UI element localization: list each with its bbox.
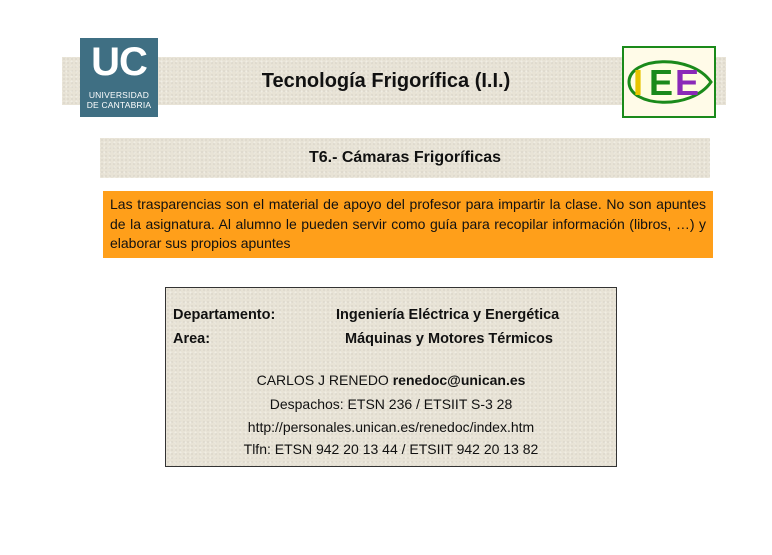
slide-subtitle: T6.- Cámaras Frigoríficas bbox=[308, 149, 502, 166]
uc-logo bbox=[80, 38, 158, 117]
uc-logo-line1: UNIVERSIDAD bbox=[88, 90, 150, 100]
notice-box bbox=[103, 191, 713, 258]
iee-logo bbox=[621, 45, 717, 119]
departamento-value: Ingeniería Eléctrica y Energética bbox=[336, 307, 560, 323]
author-name: CARLOS J RENEDO bbox=[256, 372, 393, 388]
iee-logo-graphic bbox=[621, 45, 717, 119]
iee-logo-letter-e2: E bbox=[675, 62, 700, 103]
iee-logo-letter-e1: E bbox=[649, 62, 674, 103]
uc-logo-initials: UC bbox=[91, 40, 147, 84]
author-email: renedoc@unican.es bbox=[392, 372, 526, 388]
telefono-line: Tlfn: ETSN 942 20 13 44 / ETSIIT 942 20 13 82 bbox=[243, 441, 539, 457]
notice-text: Las trasparencias son el material de apoyo del profesor para impartir la clase. No son apuntes de la asignatura. Al alumno le pueden servir como guía para recopilar información (libros, …) y elaborar sus propios apuntes bbox=[110, 196, 706, 251]
iee-logo-letter-i: I bbox=[633, 62, 644, 103]
info-box bbox=[165, 287, 617, 467]
page-title: Tecnología Frigorífica (I.I.) bbox=[261, 70, 511, 92]
url-line: http://personales.unican.es/renedoc/index.htm bbox=[247, 419, 535, 435]
uc-logo-line2: DE CANTABRIA bbox=[86, 100, 152, 110]
area-label: Area: bbox=[173, 331, 211, 347]
area-value: Máquinas y Motores Térmicos bbox=[345, 331, 553, 347]
despachos-line: Despachos: ETSN 236 / ETSIIT S-3 28 bbox=[269, 396, 513, 412]
author-line bbox=[166, 372, 616, 388]
departamento-label: Departamento: bbox=[173, 307, 276, 323]
